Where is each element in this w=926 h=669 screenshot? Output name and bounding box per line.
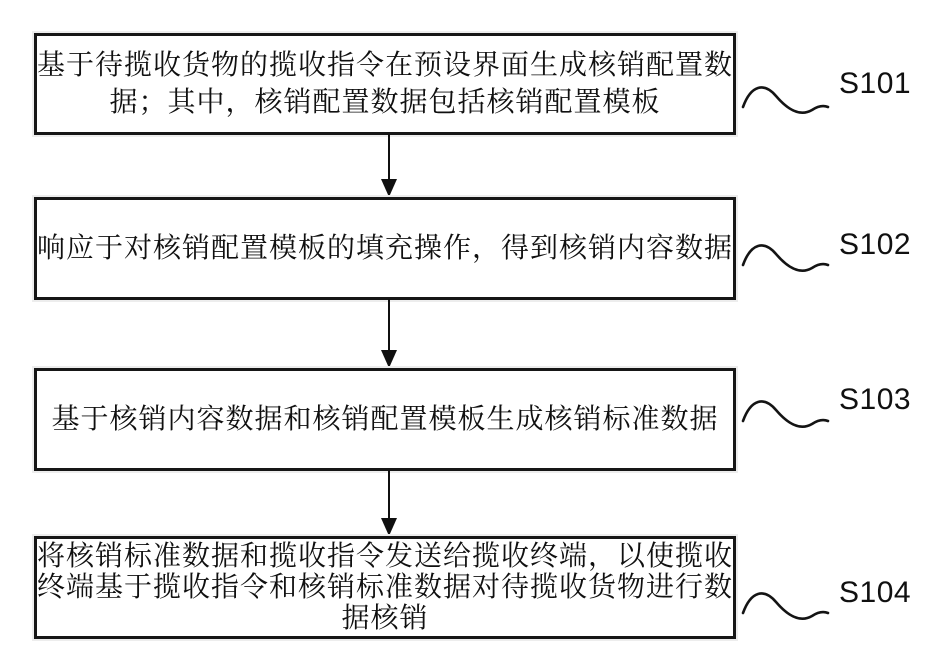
down-arrow-shaft — [388, 134, 390, 180]
flow-step-text-line: 终端基于揽收指令和核销标准数据对待揽收货物进行数 — [37, 572, 734, 603]
flow-step-box-s103 — [34, 368, 736, 471]
step-label-s102: S102 — [839, 228, 912, 261]
flow-step-text-line: 将核销标准数据和揽收指令发送给揽收终端，以使揽收 — [37, 541, 734, 572]
down-arrow-head-icon — [381, 179, 397, 197]
flow-step-text-line: 据核销 — [341, 603, 429, 634]
squiggle-leader-line — [741, 80, 831, 126]
step-label-s104: S104 — [839, 576, 912, 609]
flow-step-box-s104 — [34, 536, 736, 639]
down-arrow-head-icon — [381, 350, 397, 368]
flow-step-text-line: 据；其中，核销配置数据包括核销配置模板 — [109, 87, 661, 118]
flow-step-box-s101 — [34, 33, 736, 135]
squiggle-leader-line — [741, 394, 831, 440]
down-arrow-shaft — [388, 470, 390, 519]
flow-step-text-line: 基于待揽收货物的揽收指令在预设界面生成核销配置数 — [37, 50, 734, 81]
flow-step-text-line: 基于核销内容数据和核销配置模板生成核销标准数据 — [51, 404, 719, 435]
flow-step-text-line: 响应于对核销配置模板的填充操作，得到核销内容数据 — [37, 233, 734, 264]
flow-step-box-s102 — [34, 197, 736, 300]
squiggle-leader-line — [741, 586, 831, 632]
down-arrow-shaft — [388, 299, 390, 351]
squiggle-leader-line — [741, 238, 831, 284]
step-label-s101: S101 — [839, 67, 912, 100]
down-arrow-head-icon — [381, 518, 397, 536]
step-label-s103: S103 — [839, 383, 912, 416]
